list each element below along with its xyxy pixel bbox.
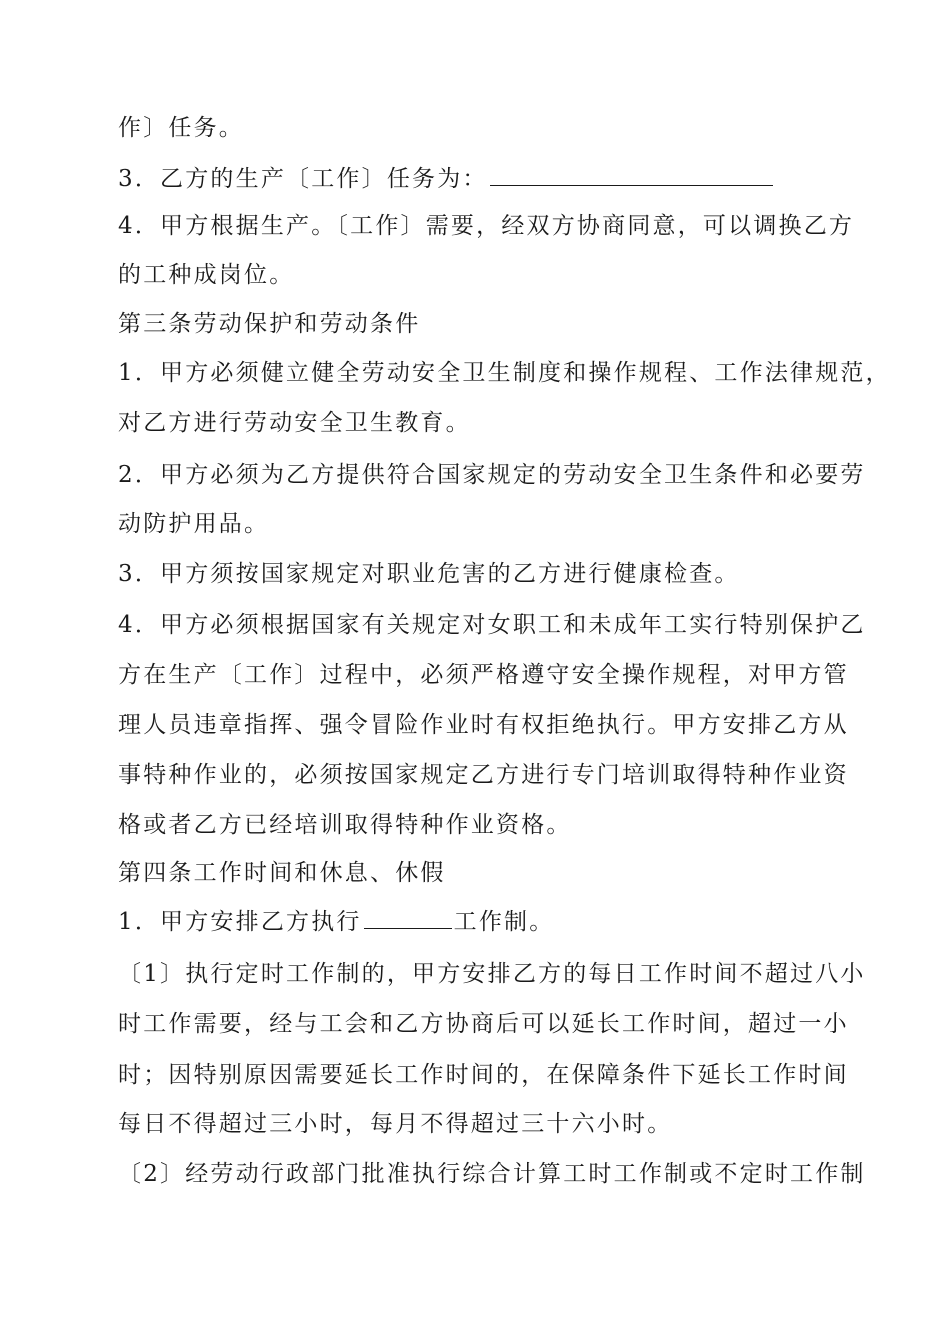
text-line: 方在生产〔工作〕过程中，必须严格遵守安全操作规程，对甲方管 <box>118 662 849 688</box>
work-system-line <box>118 906 554 937</box>
text-line: 时工作需要，经与工会和乙方协商后可以延长工作时间，超过一小 <box>118 1011 849 1037</box>
work-system-label: 1．甲方安排乙方执行 <box>118 909 362 935</box>
text-line: 4．甲方根据生产。〔工作〕需要，经双方协商同意，可以调换乙方 <box>118 213 855 239</box>
text-line: 〔1〕执行定时工作制的，甲方安排乙方的每日工作时间不超过八小 <box>118 961 866 987</box>
section-heading: 第三条劳动保护和劳动条件 <box>118 311 421 337</box>
text-line: 理人员违章指挥、强令冒险作业时有权拒绝执行。甲方安排乙方从 <box>118 712 849 738</box>
text-line: 1．甲方必须健立健全劳动安全卫生制度和操作规程、工作法律规范， <box>118 360 891 386</box>
text-line: 动防护用品。 <box>118 511 270 537</box>
text-line: 每日不得超过三小时，每月不得超过三十六小时。 <box>118 1111 673 1137</box>
text-line: 的工种成岗位。 <box>118 262 295 288</box>
text-line: 时；因特别原因需要延长工作时间的，在保障条件下延长工作时间 <box>118 1062 849 1088</box>
section-heading: 第四条工作时间和休息、休假 <box>118 860 446 886</box>
task-label: 3．乙方的生产〔工作〕任务为： <box>118 166 488 192</box>
text-line: 对乙方进行劳动安全卫生教育。 <box>118 410 471 436</box>
text-line: 2．甲方必须为乙方提供符合国家规定的劳动安全卫生条件和必要劳 <box>118 462 866 488</box>
text-line: 事特种作业的，必须按国家规定乙方进行专门培训取得特种作业资 <box>118 762 849 788</box>
text-line: 4．甲方必须根据国家有关规定对女职工和未成年工实行特别保护乙 <box>118 612 866 638</box>
task-blank-field[interactable] <box>490 163 773 186</box>
text-line: 格或者乙方已经培训取得特种作业资格。 <box>118 812 572 838</box>
work-system-suffix: 工作制。 <box>453 909 555 935</box>
text-line: 3．甲方须按国家规定对职业危害的乙方进行健康检查。 <box>118 561 740 587</box>
text-line: 〔2〕经劳动行政部门批准执行综合计算工时工作制或不定时工作制 <box>118 1161 866 1187</box>
task-line <box>118 163 775 194</box>
text-line: 作〕任务。 <box>118 115 244 141</box>
work-system-blank-field[interactable] <box>364 906 452 929</box>
